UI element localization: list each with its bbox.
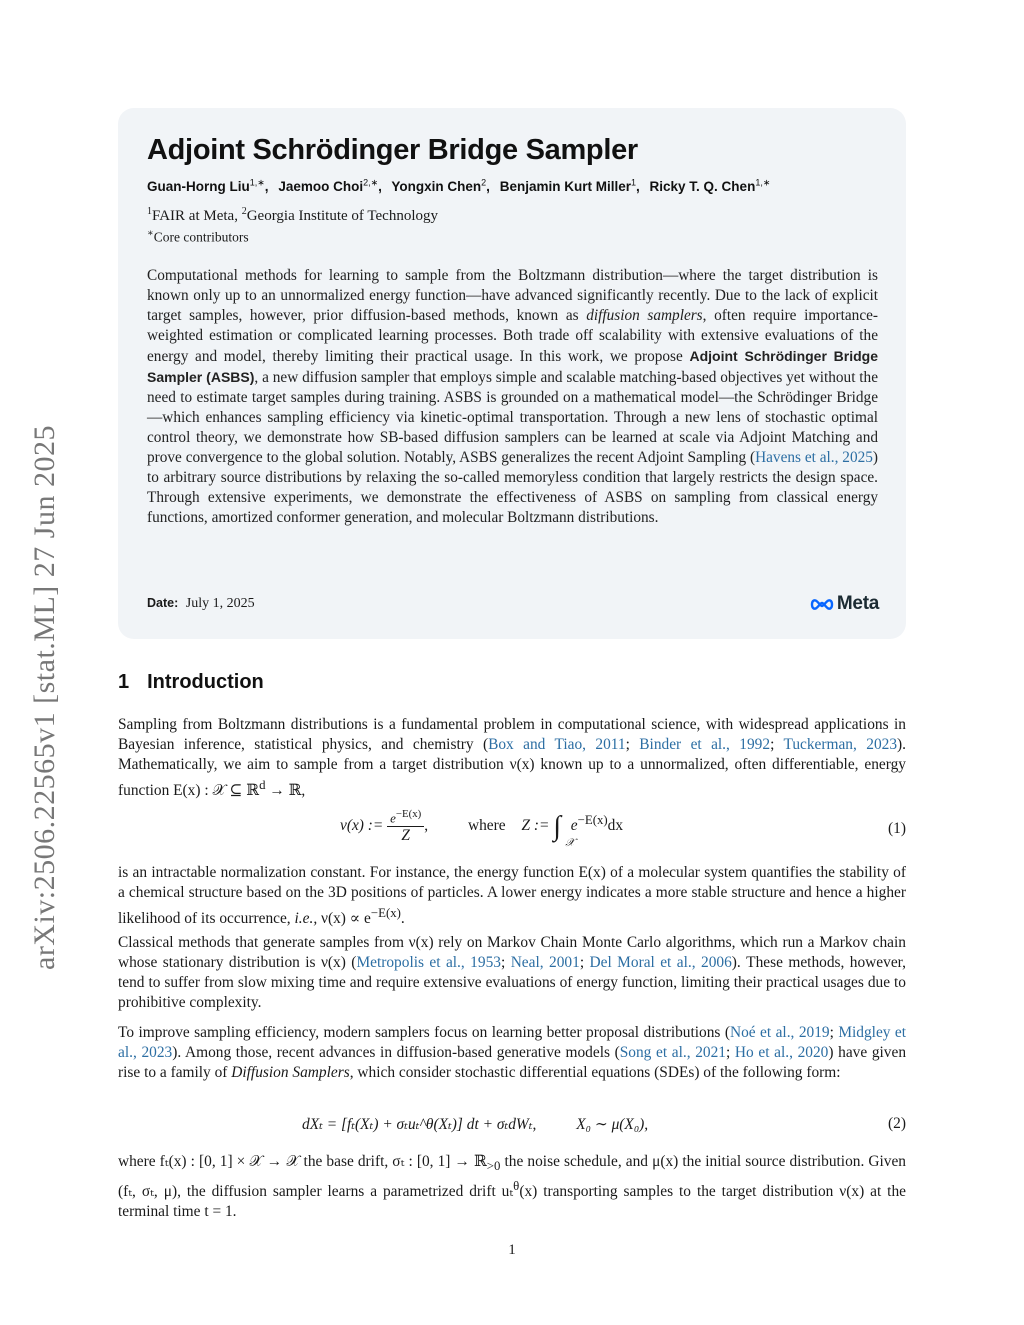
citation-link[interactable]: Havens et al., 2025 bbox=[755, 449, 873, 466]
page-number: 1 bbox=[508, 1242, 516, 1258]
citation-link[interactable]: Binder et al., 1992 bbox=[639, 736, 771, 753]
meta-logo bbox=[810, 593, 879, 615]
equation-number: (1) bbox=[888, 820, 906, 837]
equation-2 bbox=[118, 1115, 906, 1139]
citation-link[interactable]: Ho et al., 2020 bbox=[734, 1044, 829, 1061]
author-list bbox=[147, 177, 878, 194]
citation-link[interactable]: Midgley et al., 2023 bbox=[118, 1024, 907, 1061]
intro-paragraph-2: is an intractable normalization constant. For instance, the energy function E(x) of a molecular system quantifies the stability of a chemical structure based on the 3D positions of particles. A lower energy indicates a more stable structure and hence a higher likelihood of its occurrence, i.e., $\nu(x) \propto e^{-E(x)}$. bbox=[118, 864, 906, 928]
citation-link[interactable]: Del Moral et al., 2006 bbox=[589, 954, 732, 971]
citation-link[interactable]: Noé et al., 2019 bbox=[729, 1024, 830, 1041]
date-row bbox=[147, 596, 255, 612]
citation-link[interactable]: Neal, 2001 bbox=[510, 954, 580, 971]
core-contributors-note: ∗Core contributors bbox=[147, 227, 249, 244]
equation-number: (2) bbox=[888, 1115, 906, 1132]
author: Ricky T. Q. Chen$^{1,∗}$ bbox=[649, 177, 771, 194]
date-label: Date: bbox=[147, 596, 179, 610]
arxiv-identifier-stamp: arXiv:2506.22565v1 [stat.ML] 27 Jun 2025 bbox=[28, 425, 61, 970]
integral-sign: ∫ 𝒳 bbox=[553, 810, 575, 849]
abstract: Computational methods for learning to sample from the Boltzmann distribution—where the target distribution is known only up to an unnormalized energy function—have advanced significantly recently. Due to the lack of explicit target samples, however, prior diffusion-based methods, known as diffusion samplers, often require importance-weighted estimation or complicated learning processes. Both trade off scalability with extensive evaluations of the energy and model, thereby limiting their practical usage. In this work, we propose Adjoint Schrödinger Bridge Sampler (ASBS), a new diffusion sampler that employs simple and scalable matching-based objectives yet without the need to estimate target samples during training. ASBS is grounded on a mathematical model—the Schrödinger Bridge—which enhances sampling efficiency via kinetic-optimal transportation. Through a new lens of stochastic optimal control theory, we demonstrate how SB-based diffusion samplers can be learned at scale via Adjoint Matching and prove convergence to the global solution. Notably, ASBS generalizes the recent Adjoint Sampling (Havens et al., 2025) to arbitrary source distributions by relaxing the so-called memoryless condition that largely restricts the design space. Through extensive experiments, we demonstrate the effectiveness of ASBS on sampling from classical energy functions, amortized conformer generation, and molecular Boltzmann distributions. bbox=[147, 267, 879, 526]
affiliations: $^1$FAIR at Meta, $^2$Georgia Institute of Technology bbox=[147, 205, 438, 224]
date-value: July 1, 2025 bbox=[185, 596, 255, 611]
meta-wordmark: Meta bbox=[836, 593, 879, 614]
citation-link[interactable]: Box and Tiao, 2011 bbox=[488, 736, 626, 753]
citation-link[interactable]: Song et al., 2021 bbox=[619, 1044, 726, 1061]
author: Yongxin Chen$^2$, bbox=[391, 177, 490, 194]
author: Guan-Horng Liu$^{1,∗}$, bbox=[147, 177, 269, 194]
meta-infinity-logo-icon bbox=[810, 598, 834, 611]
citation-link[interactable]: Metropolis et al., 1953 bbox=[356, 954, 501, 971]
paper-title: Adjoint Schrödinger Bridge Sampler bbox=[147, 134, 638, 166]
equation-2-content: dXₜ = [fₜ(Xₜ) + σₜuₜ^θ(Xₜ)] dt + σₜdWₜ, X₀ ∼ μ(X₀), bbox=[302, 1116, 649, 1133]
equation-1 bbox=[118, 808, 906, 856]
intro-paragraph-5: where fₜ(x) : [0, 1] × 𝒳 → 𝒳 the base drift, σₜ : [0, 1] → ℝ$_{>0}$ the noise schedule, and μ(x) the initial source distribution. Given (fₜ, σₜ, μ), the diffusion sampler learns a parametrized drift uₜ$^\theta$(x) transporting samples to the target distribution ν(x) at the terminal time t = 1. bbox=[118, 1153, 907, 1221]
title-abstract-box bbox=[118, 108, 906, 639]
author: Jaemoo Choi$^{2,∗}$, bbox=[278, 177, 382, 194]
intro-paragraph-1: Sampling from Boltzmann distributions is a fundamental problem in computational science, with widespread applications in Bayesian inference, statistical physics, and chemistry (Box and Tiao, 2011; Binder et al., 1992; Tuckerman, 2023). Mathematically, we aim to sample from a target distribution ν(x) known up to a unnormalized, often differentiable, energy function E(x) : 𝒳 ⊆ ℝ$^d$ → ℝ, bbox=[118, 716, 907, 800]
equation-1-content: ν(x) := $\frac{e^{-E(x)}}{Z}$ , where Z := ∫ 𝒳 $e^{-E(x)}dx$ bbox=[340, 808, 624, 849]
section-heading-introduction: 1 Introduction bbox=[118, 671, 264, 693]
author: Benjamin Kurt Miller$^1$, bbox=[499, 177, 640, 194]
fraction: $\frac{e^{-E(x)}}{Z}$ bbox=[387, 808, 424, 845]
intro-paragraph-4: To improve sampling efficiency, modern samplers focus on learning better proposal distributions (Noé et al., 2019; Midgley et al., 2023). Among those, recent advances in diffusion-based generative models (Song et al., 2021; Ho et al., 2020) have given rise to a family of Diffusion Samplers, which consider stochastic differential equations (SDEs) of the following form: bbox=[118, 1024, 907, 1081]
citation-link[interactable]: Tuckerman, 2023 bbox=[783, 736, 898, 753]
intro-paragraph-3: Classical methods that generate samples from ν(x) rely on Markov Chain Monte Carlo algorithms, which run a Markov chain whose stationary distribution is ν(x) (Metropolis et al., 1953; Neal, 2001; Del Moral et al., 2006). These methods, however, tend to suffer from slow mixing time and require extensive evaluations of energy function, limiting their practical usages due to prohibitive complexity. bbox=[118, 934, 907, 1011]
